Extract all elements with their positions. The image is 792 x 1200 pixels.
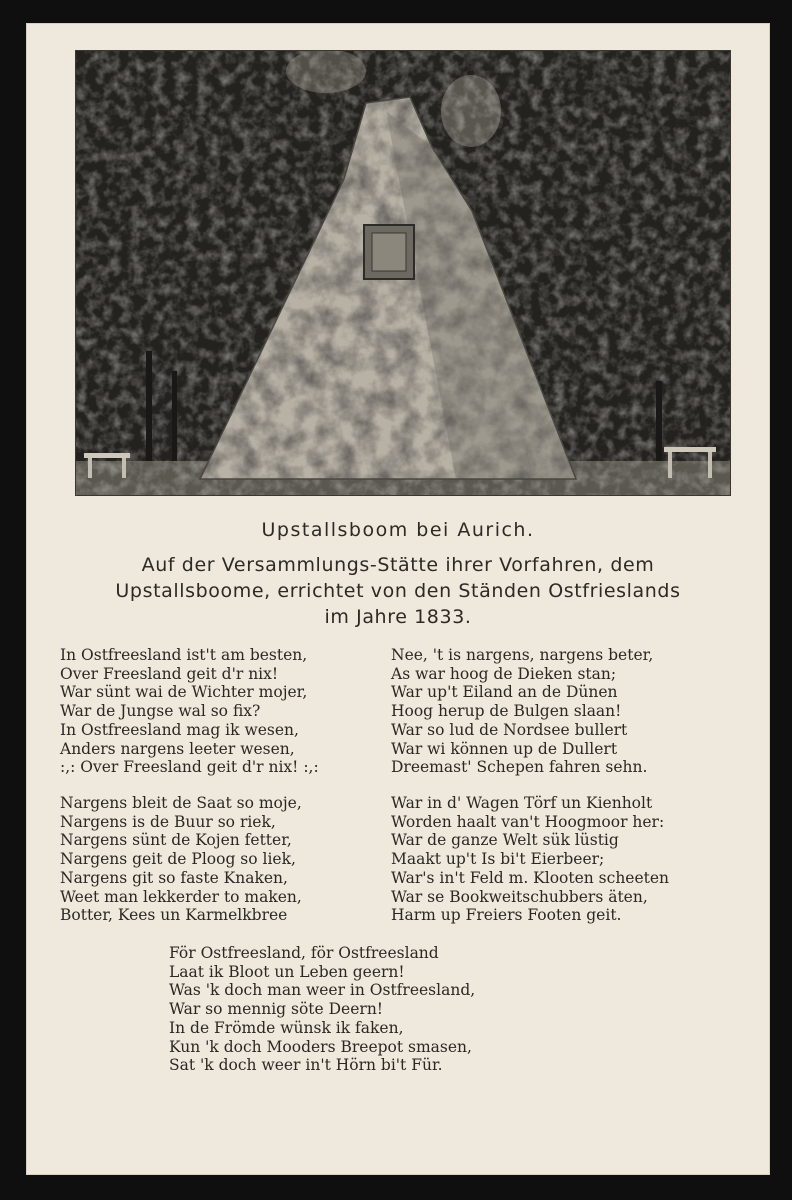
heading-subtitle-line-1: Auf der Versammlungs-Stätte ihrer Vorfahren, dem bbox=[141, 554, 655, 576]
poem-line: In Ostfreesland ist't am besten, bbox=[60, 646, 308, 664]
stone-pyramid-monument-icon bbox=[76, 51, 730, 495]
postcard bbox=[26, 23, 770, 1175]
monument-photo bbox=[75, 50, 731, 496]
poem-line: Was 'k doch man weer in Ostfreesland, bbox=[169, 981, 476, 1000]
poem-line: War so mennig söte Deern! bbox=[169, 1000, 384, 1019]
poem-line: War de ganze Welt sük lüstig bbox=[391, 831, 619, 850]
poem-line: War se Bookweitschubbers äten, bbox=[391, 887, 648, 906]
stanza-2-left bbox=[60, 794, 302, 925]
poem-line: Nargens is de Buur so riek, bbox=[60, 812, 276, 831]
stanza-2-right bbox=[391, 794, 669, 925]
poem-line: Dreemast' Schepen fahren sehn. bbox=[391, 758, 648, 777]
heading-subtitle-line-2: Upstallsboome, errichtet von den Ständen Ostfrieslands bbox=[115, 580, 681, 602]
poem-line: As war hoog de Dieken stan; bbox=[391, 664, 617, 683]
poem-line: Nargens sünt de Kojen fetter, bbox=[60, 831, 292, 850]
stanza-1-left bbox=[60, 646, 319, 777]
poem-line: Nargens bleit de Saat so moje, bbox=[60, 794, 302, 812]
poem-line: Hoog herup de Bulgen slaan! bbox=[391, 702, 622, 721]
poem-line: In de Frömde wünsk ik faken, bbox=[169, 1018, 404, 1037]
poem-line: För Ostfreesland, för Ostfreesland bbox=[169, 944, 439, 962]
poem-line: :,: Over Freesland geit d'r nix! :,: bbox=[60, 758, 319, 777]
poem-line: War de Jungse wal so fix? bbox=[60, 702, 261, 721]
poem-line: Kun 'k doch Mooders Breepot smasen, bbox=[169, 1037, 472, 1056]
poem-line: Anders nargens leeter wesen, bbox=[60, 739, 295, 758]
poem-line: War's in't Feld m. Klooten scheeten bbox=[391, 868, 670, 887]
poem-line: War so lud de Nordsee bullert bbox=[391, 720, 628, 739]
poem-line: War wi können up de Dullert bbox=[391, 739, 618, 758]
poem-line: In Ostfreesland mag ik wesen, bbox=[60, 720, 299, 739]
poem-line: Weet man lekkerder to maken, bbox=[60, 887, 302, 906]
poem-line: Nargens git so faste Knaken, bbox=[60, 868, 288, 887]
poem-line: Botter, Kees un Karmelkbree bbox=[60, 906, 288, 925]
poem-line: War up't Eiland an de Dünen bbox=[391, 683, 618, 702]
poem-line: War in d' Wagen Törf un Kienholt bbox=[391, 794, 653, 812]
poem-line: Nee, 't is nargens, nargens beter, bbox=[391, 646, 654, 664]
poem-line: Over Freesland geit d'r nix! bbox=[60, 664, 279, 683]
stanza-3-refrain bbox=[169, 944, 475, 1075]
poem-line: Maakt up't Is bi't Eierbeer; bbox=[391, 850, 605, 869]
heading-title: Upstallsboom bei Aurich. bbox=[261, 519, 535, 541]
poem-line: Worden haalt van't Hoogmoor her: bbox=[391, 812, 665, 831]
stanza-1-right bbox=[391, 646, 653, 777]
poem-line: Harm up Freiers Footen geit. bbox=[391, 906, 622, 925]
poem-line: Laat ik Bloot un Leben geern! bbox=[169, 962, 405, 981]
poem-line: Nargens geit de Ploog so liek, bbox=[60, 850, 296, 869]
heading-subtitle-line-3: im Jahre 1833. bbox=[324, 606, 472, 628]
poem-line: War sünt wai de Wichter mojer, bbox=[60, 683, 308, 702]
poem-line: Sat 'k doch weer in't Hörn bi't Für. bbox=[169, 1056, 443, 1075]
